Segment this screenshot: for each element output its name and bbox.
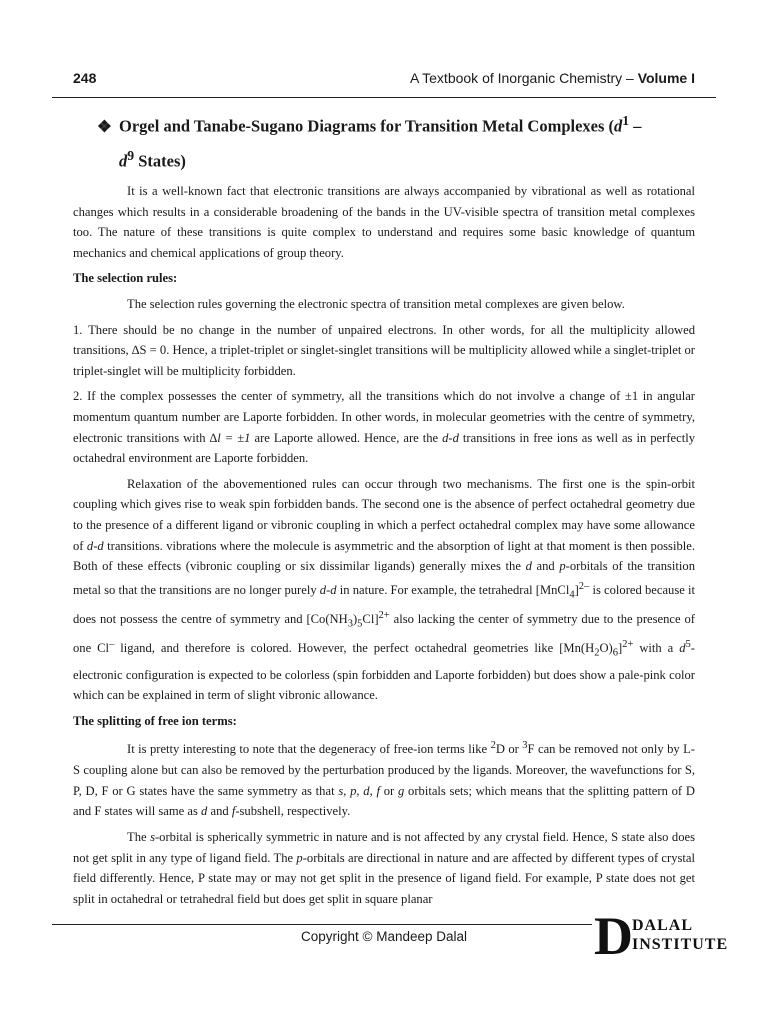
header-divider	[52, 97, 716, 98]
splitting-paragraph: It is pretty interesting to note that the degeneracy of free-ion terms like $^2$D or $^3$F can be removed not only by L-S coupling alone but can also be removed by the perturbation produced by the ligands. Moreover, the wavefunctions for S, P, D, F or G states have the same symmetry as that s, p, d, f or g orbitals sets; which means that the splitting pattern of D and F states will same as d and f-subshell, respectively.	[73, 740, 695, 819]
section-title: ❖ Orgel and Tanabe-Sugano Diagrams for Transition Metal Complexes ($d^1$ – $d^9$ States)	[97, 113, 642, 170]
book-title: A Textbook of Inorganic Chemistry – Volume I	[409, 70, 695, 86]
logo-text-dalal: DALAL	[632, 917, 694, 934]
selection-intro-paragraph: The selection rules governing the electronic spectra of transition metal complexes are given below.	[127, 296, 625, 311]
rule-2-paragraph: 2. If the complex possesses the center of symmetry, all the transitions which do not involve a change of ±1 in angular momentum quantum number are Laporte forbidden. In other words, in molecular geometries with the centre of symmetry, electronic transitions with ∆l = ±1 are Laporte allowed. Hence, are the d-d transitions in free ions as well as in perfectly octahedral environment are Laporte forbidden.	[73, 389, 696, 466]
page-number: 248	[73, 70, 97, 86]
page-header	[73, 66, 695, 94]
relaxation-paragraph: Relaxation of the abovementioned rules can occur through two mechanisms. The first one is the spin-orbit coupling which gives rise to weak spin forbidden bands. The second one is the absence of perfect octahedral geometry due to the presence of a different ligand or vibronic coupling in which a perfect octahedral complex may have some allowance of d-d transitions. vibrations where the molecule is asymmetric and the absorption of light at that moment is then possible. Both of these effects (vibronic coupling or six dissimilar ligands) generally mixes the d and p-orbitals of the transition metal so that the transitions are no longer purely d-d in nature. For example, the tetrahedral [MnCl$_4$]$^{2-}$ is colored because it does not possess the centre of symmetry and $[Co(NH_3)_5Cl]^{2+}$ also lacking the center of symmetry due to the presence of one Cl– ligand, and therefore is colored. However, the perfect octahedral geometries like $[Mn(H_2O)_6]^{2+}$ with a $d^5$-electronic configuration is expected to be colorless (spin forbidden and Laporte forbidden) but does show a pale-pink color which can be explained in term of slight vibronic allowance.	[73, 476, 696, 703]
logo-text-institute: INSTITUTE	[632, 936, 729, 953]
intro-paragraph: It is a well-known fact that electronic transitions are always accompanied by vibrational as well as rotational changes which results in a considerable broadening of the bands in the UV-visible spectra of transition metal complexes too. The nature of these transitions is quite complex to understand and requires some basic knowledge of quantum mechanics and chemical applications of group theory.	[73, 184, 695, 260]
volume-label: Volume I	[637, 70, 695, 86]
dalal-institute-logo	[594, 906, 729, 966]
splitting-heading: The splitting of free ion terms:	[73, 713, 237, 728]
copyright-notice: Copyright © Mandeep Dalal	[300, 929, 468, 944]
s-orbital-paragraph: The s-orbital is spherically symmetric in nature and is not affected by any crystal field. Hence, S state also does not get split in any type of ligand field. The p-orbitals are directional in nature and are affected by different types of crystal field differently. Hence, P state may or may not get split in the presence of ligand field. For example, P state does not get split in octahedral or tetrahedral field but does get split in square planar	[73, 829, 696, 906]
logo-letter-icon: D	[594, 906, 633, 966]
page-content	[73, 106, 695, 914]
selection-rules-heading: The selection rules:	[73, 271, 178, 286]
rule-1-paragraph: 1. There should be no change in the number of unpaired electrons. In other words, for all the multiplicity allowed transitions, ∆S = 0. Hence, a triplet-triplet or singlet-singlet transitions will be multiplicity allowed while a singlet-triplet or triplet-singlet will be multiplicity forbidden.	[73, 322, 696, 378]
footer-divider	[52, 924, 592, 925]
diamond-bullet-icon: ❖	[97, 116, 112, 136]
